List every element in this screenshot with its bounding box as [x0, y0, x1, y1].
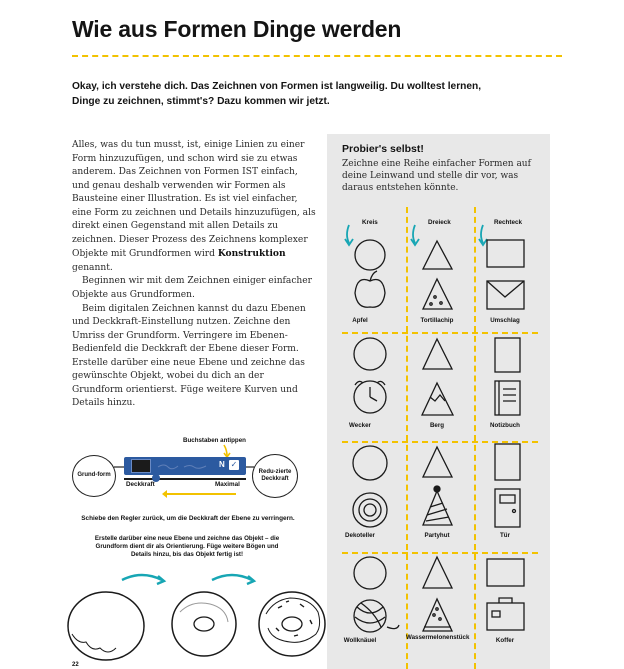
- cell-label-notebook: Notizbuch: [490, 422, 520, 429]
- body-text: [72, 139, 316, 411]
- intro-text: Okay, ich verstehe dich. Das Zeichnen von Formen ist langweilig. Du wolltest lernen, Dinge zu zeichnen, stimmt's? Dazu kommen wir jetzt.: [72, 81, 482, 107]
- cell-label-mountain: Berg: [429, 422, 445, 429]
- cell-label-party-hat: Partyhut: [424, 532, 450, 539]
- arrow-icon: [481, 225, 483, 243]
- base-shape-bubble: Grund-form: [72, 455, 116, 497]
- page-number: 22: [72, 662, 79, 668]
- cell-label-chip: Tortillachip: [420, 317, 454, 324]
- step-arrow-icon: [212, 575, 252, 580]
- body-p1-end: genannt.: [72, 262, 113, 273]
- cell-label-watermelon: Wassermelonenstück: [406, 634, 470, 641]
- body-paragraph-2: Beginnen wir mit dem Zeichnen einiger einfacher Objekte aus Grundformen.: [72, 276, 313, 301]
- column-label-rectangle: Rechteck: [494, 219, 523, 226]
- slider-label-opacity: Deckkraft: [126, 481, 155, 488]
- title-divider: [72, 55, 562, 57]
- pointer-arrow-icon: [222, 444, 234, 458]
- cell-label-apple: Apfel: [352, 317, 368, 324]
- shape-grid: [327, 207, 550, 669]
- layer-thumbnail[interactable]: [131, 459, 151, 473]
- slide-back-arrow-icon: [166, 493, 236, 495]
- cell-label-envelope: Umschlag: [490, 317, 520, 324]
- body-paragraph-1: [72, 139, 316, 275]
- chip-icon: [423, 279, 452, 309]
- triangle-shape: [423, 241, 452, 269]
- cell-label-suitcase: Koffer: [495, 637, 515, 644]
- rectangle-shape: [487, 240, 524, 267]
- layer-scribble-icon: [156, 461, 211, 471]
- slider-label-max: Maximal: [215, 481, 240, 488]
- body-p1-bold-term: Konstruktion: [217, 248, 286, 260]
- caption-slider: Schiebe den Regler zurück, um die Deckkraft der Ebene zu verringern.: [81, 515, 295, 522]
- layer-visibility-checkbox[interactable]: ✓: [230, 460, 238, 469]
- column-label-triangle: Dreieck: [428, 219, 451, 226]
- donut-construction-illustration: [64, 572, 334, 662]
- reduced-opacity-bubble: Redu-zierte Deckkraft: [252, 454, 298, 498]
- cell-label-clock: Wecker: [349, 422, 371, 429]
- circle-shape: [355, 240, 385, 270]
- arrow-icon: [347, 225, 349, 243]
- panel-title: Probier's selbst!: [342, 143, 424, 155]
- page-title: Wie aus Formen Dinge werden: [72, 16, 402, 42]
- body-paragraph-3: Beim digitalen Zeichnen kannst du dazu Ebenen und Deckkraft-Einstellung nutzen. Zeichne den Umriss der Grundform. Verringere im Ebenen-Bedienfeld die Deckkraft der Ebene dieser Form. Erstelle darüber eine neue Ebene und zeichne das gewünschte Objekt, wobei du dich an der Grundform orientierst. Füge weitere Kurven und Details hinzu.: [72, 303, 306, 409]
- column-label-circle: Kreis: [362, 219, 378, 226]
- donut-base: [172, 592, 236, 656]
- decorative-plate-icon: [353, 493, 387, 527]
- donut-finished: [259, 592, 325, 656]
- body-p1-text: Alles, was du tun musst, ist, einige Linien zu einer Form hinzuzufügen, und schon wird sie zu etwas anderem. Das Zeichnen von Formen IST einfach, und genau deshalb verwenden wir Formen als Bausteine einer Illustration. Es ist viel einfacher, eine Form zu zeichnen und Details hinzuzufügen, als direkt einen Gegenstand mit allen Details zu zeichnen. Dieser Prozess des Zeichnens komplexer Objekte mit Grundformen wird: [72, 140, 316, 260]
- donut-outline: [68, 592, 144, 660]
- step-arrow-icon: [122, 575, 162, 580]
- caption-new-layer: Erstelle darüber eine neue Ebene und zeichne das Objekt – die Grundform dient dir als Orientierung. Füge weitere Bögen und Details hinzu, bis das Objekt fertig ist!: [94, 535, 280, 559]
- cell-label-plate: Dekoteller: [345, 532, 375, 539]
- yarn-ball-icon: [354, 600, 386, 632]
- arrow-icon: [413, 225, 415, 243]
- tap-letters-label: Buchstaben antippen: [183, 437, 246, 444]
- cell-label-door: Tür: [500, 532, 510, 539]
- opacity-slider-track[interactable]: [124, 478, 246, 480]
- panel-description: Zeichne eine Reihe einfacher Formen auf deine Leinwand und stelle dir vor, was daraus entstehen könnte.: [342, 159, 531, 194]
- party-hat-icon: [423, 491, 452, 525]
- apple-icon: [355, 280, 385, 308]
- watermelon-icon: [423, 599, 452, 631]
- layer-letter[interactable]: N: [219, 460, 225, 469]
- cell-label-yarn: Wollknäuel: [343, 637, 377, 644]
